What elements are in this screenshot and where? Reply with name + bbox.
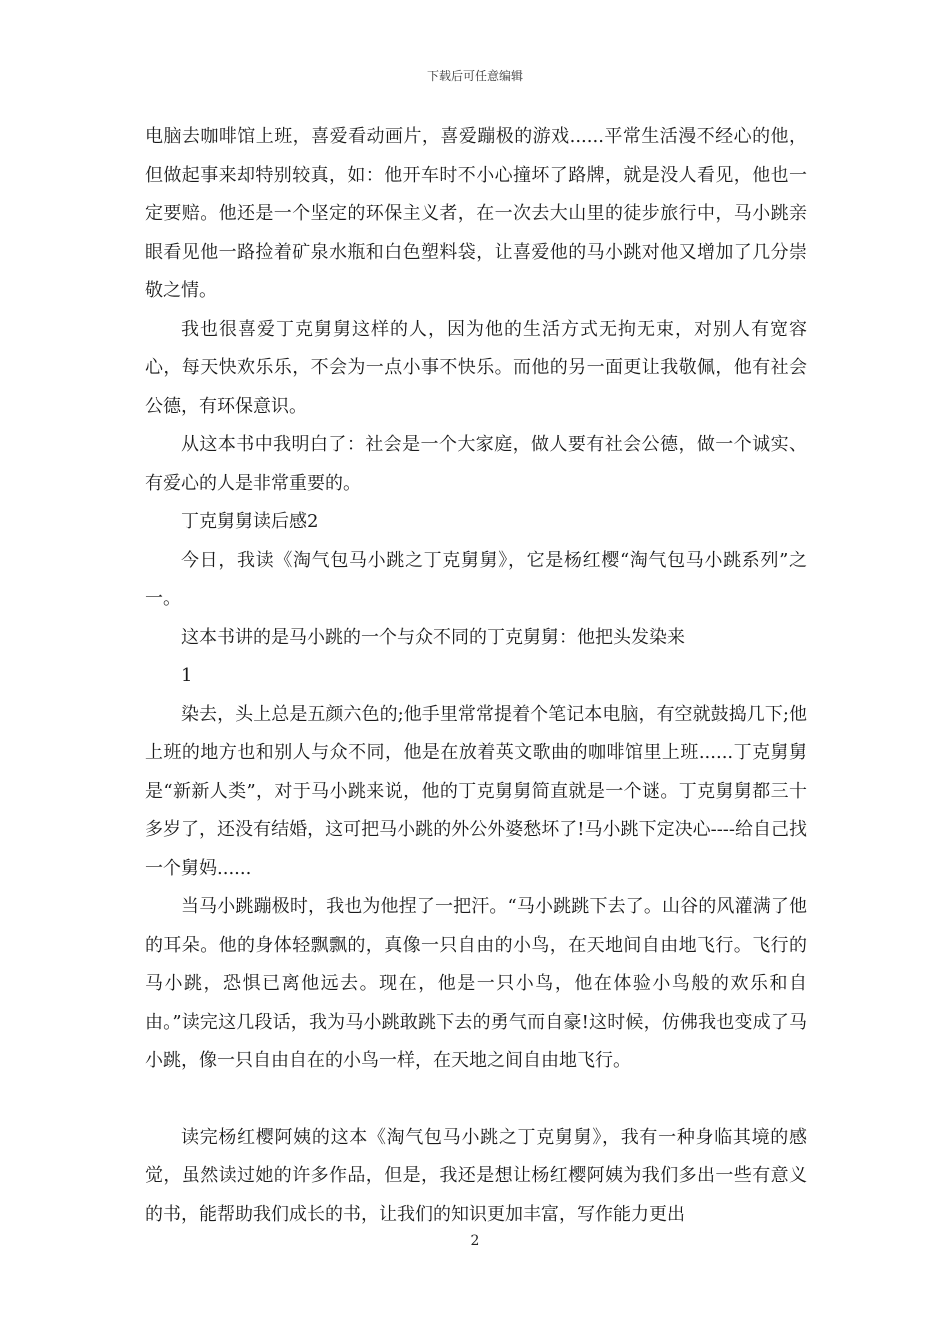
paragraph: 从这本书中我明白了：社会是一个大家庭，做人要有社会公德，做一个诚实、有爱心的人是非常重要的。 xyxy=(145,434,807,494)
page-header: 下载后可任意编辑 xyxy=(426,69,523,83)
page-number: 2 xyxy=(470,1233,480,1249)
inline-page-marker: 1 xyxy=(181,665,193,686)
paragraph: 染去，头上总是五颜六色的;他手里常常提着个笔记本电脑，有空就鼓捣几下;他上班的地方也和别人与众不同，他是在放着英文歌曲的咖啡馆里上班......丁克舅舅是“新新人类”，对于马小跳来说，他的丁克舅舅简直就是一个谜。丁克舅舅都三十多岁了，还没有结婚，这可把马小跳的外公外婆愁坏了!马小跳下定决心----给自己找一个舅妈...... xyxy=(145,703,807,879)
paragraph: 读完杨红樱阿姨的这本《淘气包马小跳之丁克舅舅》，我有一种身临其境的感觉，虽然读过她的许多作品，但是，我还是想让杨红樱阿姨为我们多出一些有意义的书，能帮助我们成长的书，让我们的知识更加丰富，写作能力更出 xyxy=(145,1126,807,1225)
paragraph: 我也很喜爱丁克舅舅这样的人，因为他的生活方式无拘无束，对别人有宽容心，每天快欢乐乐，不会为一点小事不快乐。而他的另一面更让我敬佩，他有社会公德，有环保意识。 xyxy=(145,318,807,417)
document-body xyxy=(145,118,807,1234)
paragraph-gap xyxy=(145,1081,807,1119)
paragraph: 今日，我读《淘气包马小跳之丁克舅舅》，它是杨红樱“淘气包马小跳系列”之一。 xyxy=(145,549,807,609)
section-heading: 丁克舅舅读后感2 xyxy=(181,511,319,532)
paragraph: 当马小跳蹦极时，我也为他捏了一把汗。“马小跳跳下去了。山谷的风灌满了他的耳朵。他的身体轻飘飘的，真像一只自由的小鸟，在天地间自由地飞行。飞行的马小跳，恐惧已离他远去。现在，他是一只小鸟，他在体验小鸟般的欢乐和自由。”读完这几段话，我为马小跳敢跳下去的勇气而自豪!这时候，仿佛我也变成了马小跳，像一只自由自在的小鸟一样，在天地之间自由地飞行。 xyxy=(145,896,807,1071)
paragraph: 电脑去咖啡馆上班，喜爱看动画片，喜爱蹦极的游戏......平常生活漫不经心的他，但做起事来却特别较真，如：他开车时不小心撞坏了路牌，就是没人看见，他也一定要赔。他还是一个坚定的环保主义者，在一次去大山里的徒步旅行中，马小跳亲眼看见他一路捡着矿泉水瓶和白色塑料袋，让喜爱他的马小跳对他又增加了几分崇敬之情。 xyxy=(145,126,807,301)
paragraph: 这本书讲的是马小跳的一个与众不同的丁克舅舅：他把头发染来 xyxy=(181,626,685,648)
